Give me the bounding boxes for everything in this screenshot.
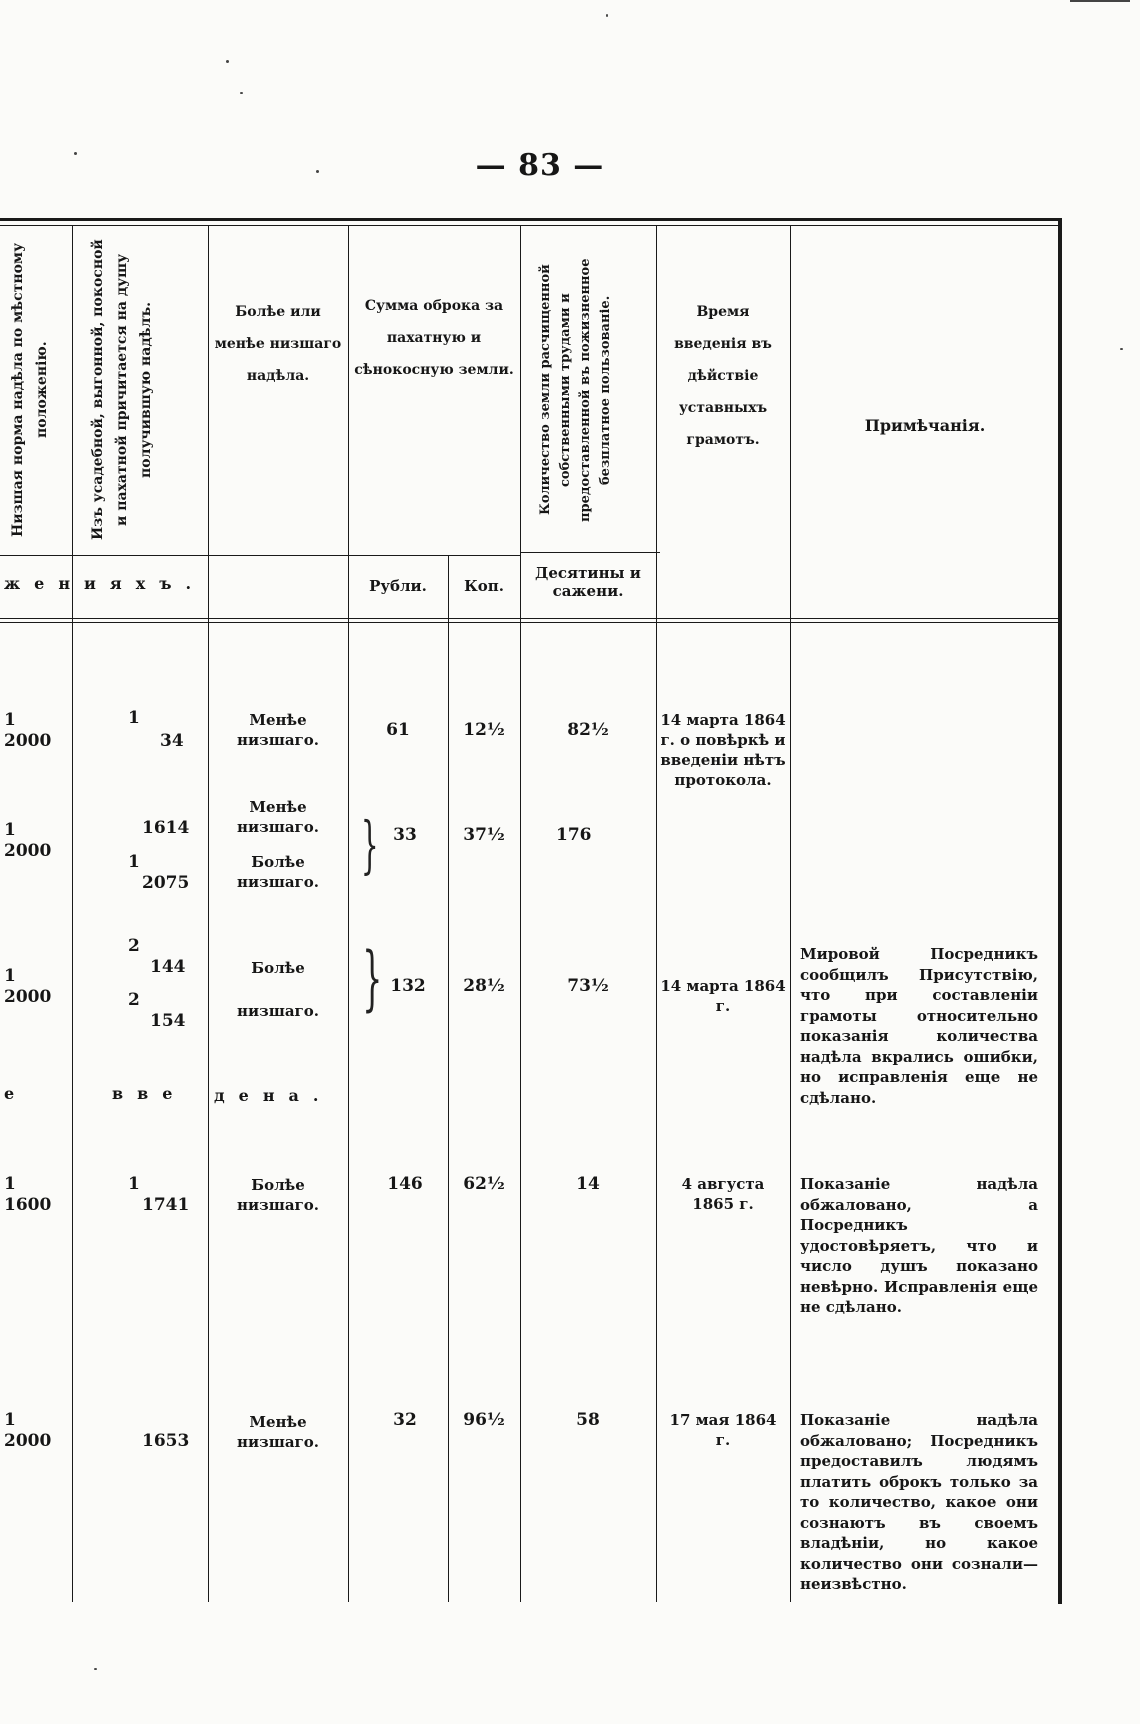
row3-share-b-frac: 154 [150,1011,186,1031]
units-spaced-text: женияхъ. [4,574,206,593]
row6-note: Показаніе надѣла обжаловано; Посредникъ предоставилъ людямъ платить оброкъ только за то количество, какое они сознаютъ въ своемъ владѣніи, но какое количество они сознали—неизвѣстно. [800,1411,1038,1593]
table-top-border [0,218,1062,221]
header-rubles: Рубли. [369,577,427,595]
row3-kopecks: 28½ [463,976,505,996]
scan-speck [316,170,319,173]
row2-land: 176 [556,825,592,845]
row5-rubles: 146 [387,1174,423,1194]
row1-rubles: 61 [386,720,410,740]
header-more-less: Болѣе или менѣе низшаго надѣла. [214,304,342,384]
col-divider-7 [790,226,791,1602]
row3-share-a-whole: 2 [128,936,140,956]
row6-rubles: 32 [393,1410,417,1430]
row1-norm-frac: 2000 [4,731,52,751]
row2-more-less-b: Болѣе низшаго. [237,853,319,891]
row6-norm-frac: 2000 [4,1431,52,1451]
header-land-cell [522,230,654,550]
scan-speck [74,152,77,155]
page-number: — 83 — [475,148,605,183]
row5-more-less: Болѣе низшаго. [237,1176,319,1214]
header-desyatiny: Десятины и сажени. [535,564,641,600]
col-divider-5 [520,226,521,1602]
col-divider-2 [208,226,209,1602]
row5-date: 4 августа 1865 г. [681,1175,765,1213]
row1-norm-whole: 1 [4,710,16,730]
row6-land: 58 [576,1410,600,1430]
header-share: Изъ усадебной, выгонной, покосной и пахатной причитается на душу получившую надѣлъ. [90,239,154,541]
table-right-border [1058,219,1062,1604]
row3-more-less-b: низшаго. [237,1002,319,1020]
row1-more-less: Менѣе низшаго. [237,711,319,749]
row1-share-frac: 34 [160,731,184,751]
row3-date: 14 марта 1864 г. [660,977,786,1015]
row5-share-whole: 1 [128,1174,140,1194]
row2-norm-frac: 2000 [4,841,52,861]
header-share-cell [74,230,208,550]
row5-land: 14 [576,1174,600,1194]
header-norm: Низшая норма надѣла по мѣстному положенію. [10,242,50,538]
scan-speck [1070,0,1130,2]
units-bottom-rule [0,618,1058,619]
header-notes: Примѣчанія. [864,416,986,435]
row5-norm-whole: 1 [4,1174,16,1194]
row1-share-whole: 1 [128,708,140,728]
row2-norm-whole: 1 [4,820,16,840]
row3-note: Мировой Посредникъ сообщилъ Присутствію, что при составленіи грамоты относительно показанія количества надѣла вкрались ошибки, но исправленія еще не сдѣлано. [800,945,1038,1107]
row1-kopecks: 12½ [463,720,505,740]
row2-share-a: 1614 [142,818,190,838]
row3-share-a-frac: 144 [150,957,186,977]
header-land: Количество земли расчищенной собственными трудами и предоставленной въ пожизненное безплатное пользованіе. [538,258,613,522]
row6-share-value: 1653 [142,1431,190,1451]
col-divider-6 [656,226,657,1602]
row6-more-less: Менѣе низшаго. [237,1413,319,1451]
scan-speck [240,92,243,94]
units-bottom-rule-2 [0,622,1058,623]
row4-spaced-c: дена. [214,1086,333,1105]
row2-share-b-whole: 1 [128,852,140,872]
col-divider-3 [348,226,349,1602]
scan-speck [1120,348,1123,350]
row1-land: 82½ [567,720,609,740]
row3-share-b-whole: 2 [128,990,140,1010]
scan-speck [94,1668,97,1670]
table-top-border-inner [0,225,1058,226]
row5-kopecks: 62½ [463,1174,505,1194]
row2-share-b-frac: 2075 [142,873,190,893]
row5-note: Показаніе надѣла обжаловано, а Посредникъ удостовѣряетъ, что и число душъ показано невѣрно. Исправленія еще не сдѣлано. [800,1175,1038,1316]
row4-spaced-a: е [4,1084,29,1103]
header-kopecks: Коп. [464,577,504,595]
row3-rubles: 132 [390,976,426,996]
row2-kopecks: 37½ [463,825,505,845]
row2-rubles: 33 [393,825,417,845]
row1-date: 14 марта 1864 г. о повѣркѣ и введеніи нѣтъ протокола. [660,711,786,789]
row3-brace: } [362,937,383,1019]
header-bottom-rule [0,555,520,556]
scan-speck [606,14,608,17]
row3-norm-whole: 1 [4,966,16,986]
row6-kopecks: 96½ [463,1410,505,1430]
header-norm-cell [0,230,72,550]
row6-norm-whole: 1 [4,1410,16,1430]
col-divider-1 [72,226,73,1602]
header-bottom-rule-right [520,552,660,553]
row6-date: 17 мая 1864 г. [669,1411,777,1449]
row5-norm-frac: 1600 [4,1195,52,1215]
scan-speck [226,60,229,63]
header-obrok-sum: Сумма оброка за пахатную и сѣнокосную земли. [354,298,514,378]
row2-brace: } [360,808,379,881]
row3-more-less-a: Болѣе [251,959,305,977]
row2-more-less-a: Менѣе низшаго. [237,798,319,836]
row5-share-frac: 1741 [142,1195,190,1215]
row3-norm-frac: 2000 [4,987,52,1007]
row3-land: 73½ [567,976,609,996]
col-divider-4 [448,556,449,1602]
row4-spaced-b: вве [112,1084,187,1103]
header-charter-time: Время введенія въ дѣйствіе уставныхъ грамотъ. [674,304,772,448]
